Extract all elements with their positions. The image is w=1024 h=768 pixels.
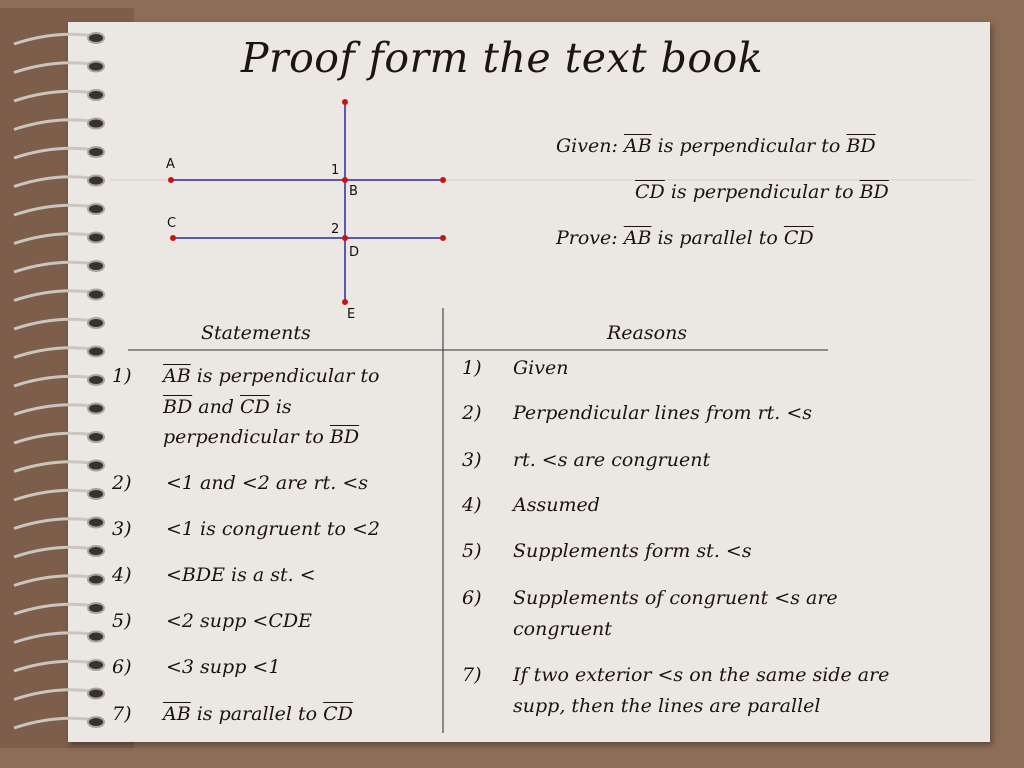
point-top: [342, 99, 348, 105]
statement-3: <1 is congruent to <2: [166, 518, 380, 540]
reason-4: Assumed: [513, 494, 600, 516]
reason-number: 6): [462, 587, 482, 609]
reason-1: Given: [513, 357, 569, 379]
label-angle-2: 2: [331, 222, 340, 237]
point-b: [342, 177, 348, 183]
label-c: C: [167, 216, 177, 231]
point-d: [342, 235, 348, 241]
statement-5: <2 supp <CDE: [166, 610, 312, 632]
statement-1-line-c: perpendicular to $\overline{BD}$: [163, 426, 360, 448]
statement-number: 1): [112, 365, 132, 387]
point-cd-right: [440, 235, 446, 241]
reason-6-line-1: Supplements of congruent <s are: [513, 587, 838, 609]
reason-6-line-2: congruent: [513, 618, 612, 640]
statement-number: 6): [112, 656, 132, 678]
statement-2: <1 and <2 are rt. <s: [166, 472, 369, 494]
reason-number: 5): [462, 540, 482, 562]
given-line-2: $\overline{CD}$ is perpendicular to $\overline{BD}$: [635, 181, 889, 203]
statement-number: 7): [112, 703, 132, 725]
point-e: [342, 299, 348, 305]
reason-7-line-1: If two exterior <s on the same side are: [513, 664, 890, 686]
statements-header: Statements: [201, 322, 311, 344]
reasons-header: Reasons: [607, 322, 688, 344]
reason-number: 3): [462, 449, 482, 471]
statement-7: $\overline{AB}$ is parallel to $\overline{CD}$: [163, 703, 353, 725]
page-title: Proof form the text book: [240, 34, 764, 82]
reason-5: Supplements form st. <s: [513, 540, 752, 562]
point-ab-right: [440, 177, 446, 183]
label-a: A: [166, 157, 175, 172]
statement-1-line-b: $\overline{BD}$ and $\overline{CD}$ is: [163, 396, 292, 418]
label-d: D: [349, 245, 360, 260]
reason-2: Perpendicular lines from rt. <s: [513, 402, 813, 424]
statement-6: <3 supp <1: [166, 656, 281, 678]
statement-4: <BDE is a st. <: [166, 564, 316, 586]
reason-number: 7): [462, 664, 482, 686]
label-b: B: [349, 184, 358, 199]
reason-number: 4): [462, 494, 482, 516]
statement-number: 2): [112, 472, 132, 494]
reason-number: 1): [462, 357, 482, 379]
reason-7-line-2: supp, then the lines are parallel: [513, 695, 821, 717]
statement-number: 5): [112, 610, 132, 632]
point-a: [168, 177, 174, 183]
label-e: E: [347, 307, 356, 322]
point-c: [170, 235, 176, 241]
statement-1-line-a: $\overline{AB}$ is perpendicular to: [163, 365, 380, 387]
reason-number: 2): [462, 402, 482, 424]
label-angle-1: 1: [331, 163, 340, 178]
prove-line: Prove: $\overline{AB}$ is parallel to $\overline{CD}$: [556, 227, 814, 249]
given-line-1: Given: $\overline{AB}$ is perpendicular to $\overline{BD}$: [556, 135, 876, 157]
statement-number: 4): [112, 564, 132, 586]
statement-number: 3): [112, 518, 132, 540]
reason-3: rt. <s are congruent: [513, 449, 711, 471]
